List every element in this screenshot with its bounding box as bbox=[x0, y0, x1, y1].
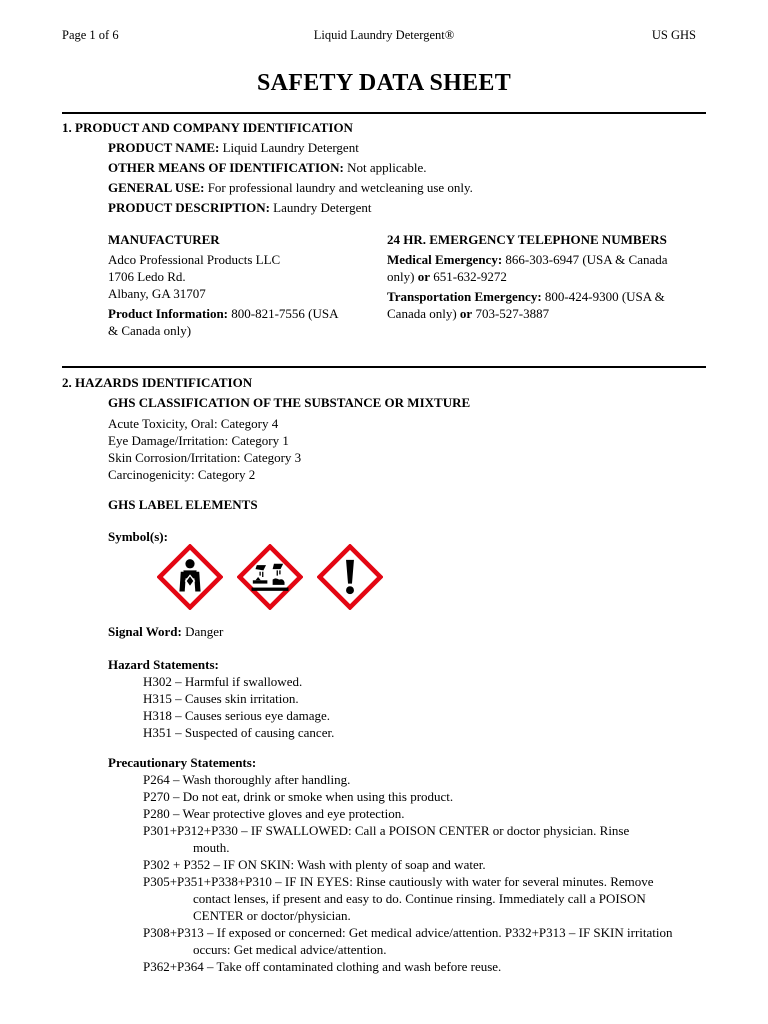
divider bbox=[62, 366, 706, 368]
product-name-label: PRODUCT NAME: bbox=[108, 140, 220, 155]
other-means-label: OTHER MEANS OF IDENTIFICATION: bbox=[108, 160, 344, 175]
product-name-value: Liquid Laundry Detergent bbox=[222, 140, 359, 155]
general-use-row bbox=[108, 180, 473, 196]
transport-emergency-row-cont bbox=[387, 305, 707, 322]
health-hazard-icon bbox=[157, 544, 223, 610]
medical-emergency-value-cont: only) bbox=[387, 269, 415, 284]
transport-emergency-label: Transportation Emergency: bbox=[387, 289, 542, 304]
precautionary-statement: P305+P351+P338+P310 – IF IN EYES: Rinse cautiously with water for several minutes. Remove bbox=[143, 874, 654, 889]
transport-or: or bbox=[459, 306, 473, 321]
manufacturer-block bbox=[108, 231, 368, 339]
ghs-classification-heading: GHS CLASSIFICATION OF THE SUBSTANCE OR MIXTURE bbox=[108, 395, 471, 410]
precautionary-statements-heading: Precautionary Statements: bbox=[108, 755, 257, 770]
transport-emergency-value-cont: Canada only) bbox=[387, 306, 457, 321]
signal-word-label: Signal Word: bbox=[108, 624, 182, 639]
transport-alt-number: 703-527-3887 bbox=[475, 306, 550, 321]
medical-alt-number: 651-632-9272 bbox=[433, 269, 507, 284]
symbols-label: Symbol(s): bbox=[108, 529, 168, 544]
product-name-row bbox=[108, 140, 359, 156]
transport-emergency-value: 800-424-9300 (USA & bbox=[544, 289, 665, 304]
precautionary-statement: P308+P313 – If exposed or concerned: Get medical advice/attention. P332+P313 – IF SKIN irritation bbox=[143, 925, 673, 940]
other-means-value: Not applicable. bbox=[347, 160, 427, 175]
section-1-heading: 1. PRODUCT AND COMPANY IDENTIFICATION bbox=[62, 120, 353, 135]
hazard-statement: H351 – Suspected of causing cancer. bbox=[143, 725, 335, 740]
precautionary-statement-cont: occurs: Get medical advice/attention. bbox=[193, 942, 387, 957]
general-use-value: For professional laundry and wetcleaning use only. bbox=[207, 180, 473, 195]
header-region: US GHS bbox=[651, 28, 696, 42]
precautionary-statement-cont: mouth. bbox=[193, 840, 230, 855]
product-description-row bbox=[108, 200, 371, 216]
product-description-value: Laundry Detergent bbox=[273, 200, 372, 215]
precautionary-statement: P280 – Wear protective gloves and eye protection. bbox=[143, 806, 405, 821]
other-means-row bbox=[108, 160, 427, 176]
classification-item: Acute Toxicity, Oral: Category 4 bbox=[108, 416, 279, 431]
precautionary-statement: P270 – Do not eat, drink or smoke when using this product. bbox=[143, 789, 454, 804]
signal-word-row bbox=[108, 624, 223, 640]
ghs-label-elements-heading: GHS LABEL ELEMENTS bbox=[108, 497, 258, 512]
exclamation-mark-icon bbox=[317, 544, 383, 610]
page-number: Page 1 of 6 bbox=[62, 28, 119, 42]
product-information-row bbox=[108, 305, 368, 322]
hazard-statement: H302 – Harmful if swallowed. bbox=[143, 674, 303, 689]
precautionary-statement: P362+P364 – Take off contaminated clothing and wash before reuse. bbox=[143, 959, 502, 974]
medical-emergency-row-cont bbox=[387, 268, 707, 285]
medical-or: or bbox=[417, 269, 430, 284]
hazard-statement-list bbox=[143, 673, 334, 741]
classification-list bbox=[108, 415, 301, 483]
manufacturer-city: Albany, GA 31707 bbox=[108, 286, 206, 301]
hazard-statement: H315 – Causes skin irritation. bbox=[143, 691, 299, 706]
precautionary-statement-cont: CENTER or doctor/physician. bbox=[193, 908, 351, 923]
transport-emergency-row bbox=[387, 288, 707, 305]
medical-emergency-value: 866-303-6947 (USA & Canada bbox=[505, 252, 668, 267]
hazard-statement: H318 – Causes serious eye damage. bbox=[143, 708, 331, 723]
classification-item: Carcinogenicity: Category 2 bbox=[108, 467, 256, 482]
emergency-heading: 24 HR. EMERGENCY TELEPHONE NUMBERS bbox=[387, 232, 667, 247]
manufacturer-name: Adco Professional Products LLC bbox=[108, 252, 281, 267]
divider bbox=[62, 112, 706, 114]
section-2-heading: 2. HAZARDS IDENTIFICATION bbox=[62, 375, 253, 390]
product-description-label: PRODUCT DESCRIPTION: bbox=[108, 200, 270, 215]
precautionary-statement: P302 + P352 – IF ON SKIN: Wash with plenty of soap and water. bbox=[143, 857, 486, 872]
product-information-value-cont: & Canada only) bbox=[108, 323, 192, 338]
document-title: SAFETY DATA SHEET bbox=[256, 70, 512, 96]
product-information-label: Product Information: bbox=[108, 306, 229, 321]
hazard-statements-heading: Hazard Statements: bbox=[108, 657, 219, 672]
signal-word-value: Danger bbox=[185, 624, 224, 639]
medical-emergency-label: Medical Emergency: bbox=[387, 252, 503, 267]
header-product-name: Liquid Laundry Detergent® bbox=[313, 28, 455, 42]
classification-item: Skin Corrosion/Irritation: Category 3 bbox=[108, 450, 302, 465]
product-information-value: 800-821-7556 (USA bbox=[231, 306, 339, 321]
precautionary-statement-cont: contact lenses, if present and easy to do. Continue rinsing. Immediately call a POISON bbox=[193, 891, 646, 906]
corrosion-icon bbox=[237, 544, 303, 610]
manufacturer-heading: MANUFACTURER bbox=[108, 232, 220, 247]
classification-item: Eye Damage/Irritation: Category 1 bbox=[108, 433, 289, 448]
manufacturer-street: 1706 Ledo Rd. bbox=[108, 269, 186, 284]
emergency-block bbox=[387, 231, 707, 322]
medical-emergency-row bbox=[387, 251, 707, 268]
general-use-label: GENERAL USE: bbox=[108, 180, 205, 195]
precautionary-statement: P264 – Wash thoroughly after handling. bbox=[143, 772, 351, 787]
precautionary-statement: P301+P312+P330 – IF SWALLOWED: Call a POISON CENTER or doctor physician. Rinse bbox=[143, 823, 630, 838]
precautionary-statement-list bbox=[143, 771, 709, 975]
